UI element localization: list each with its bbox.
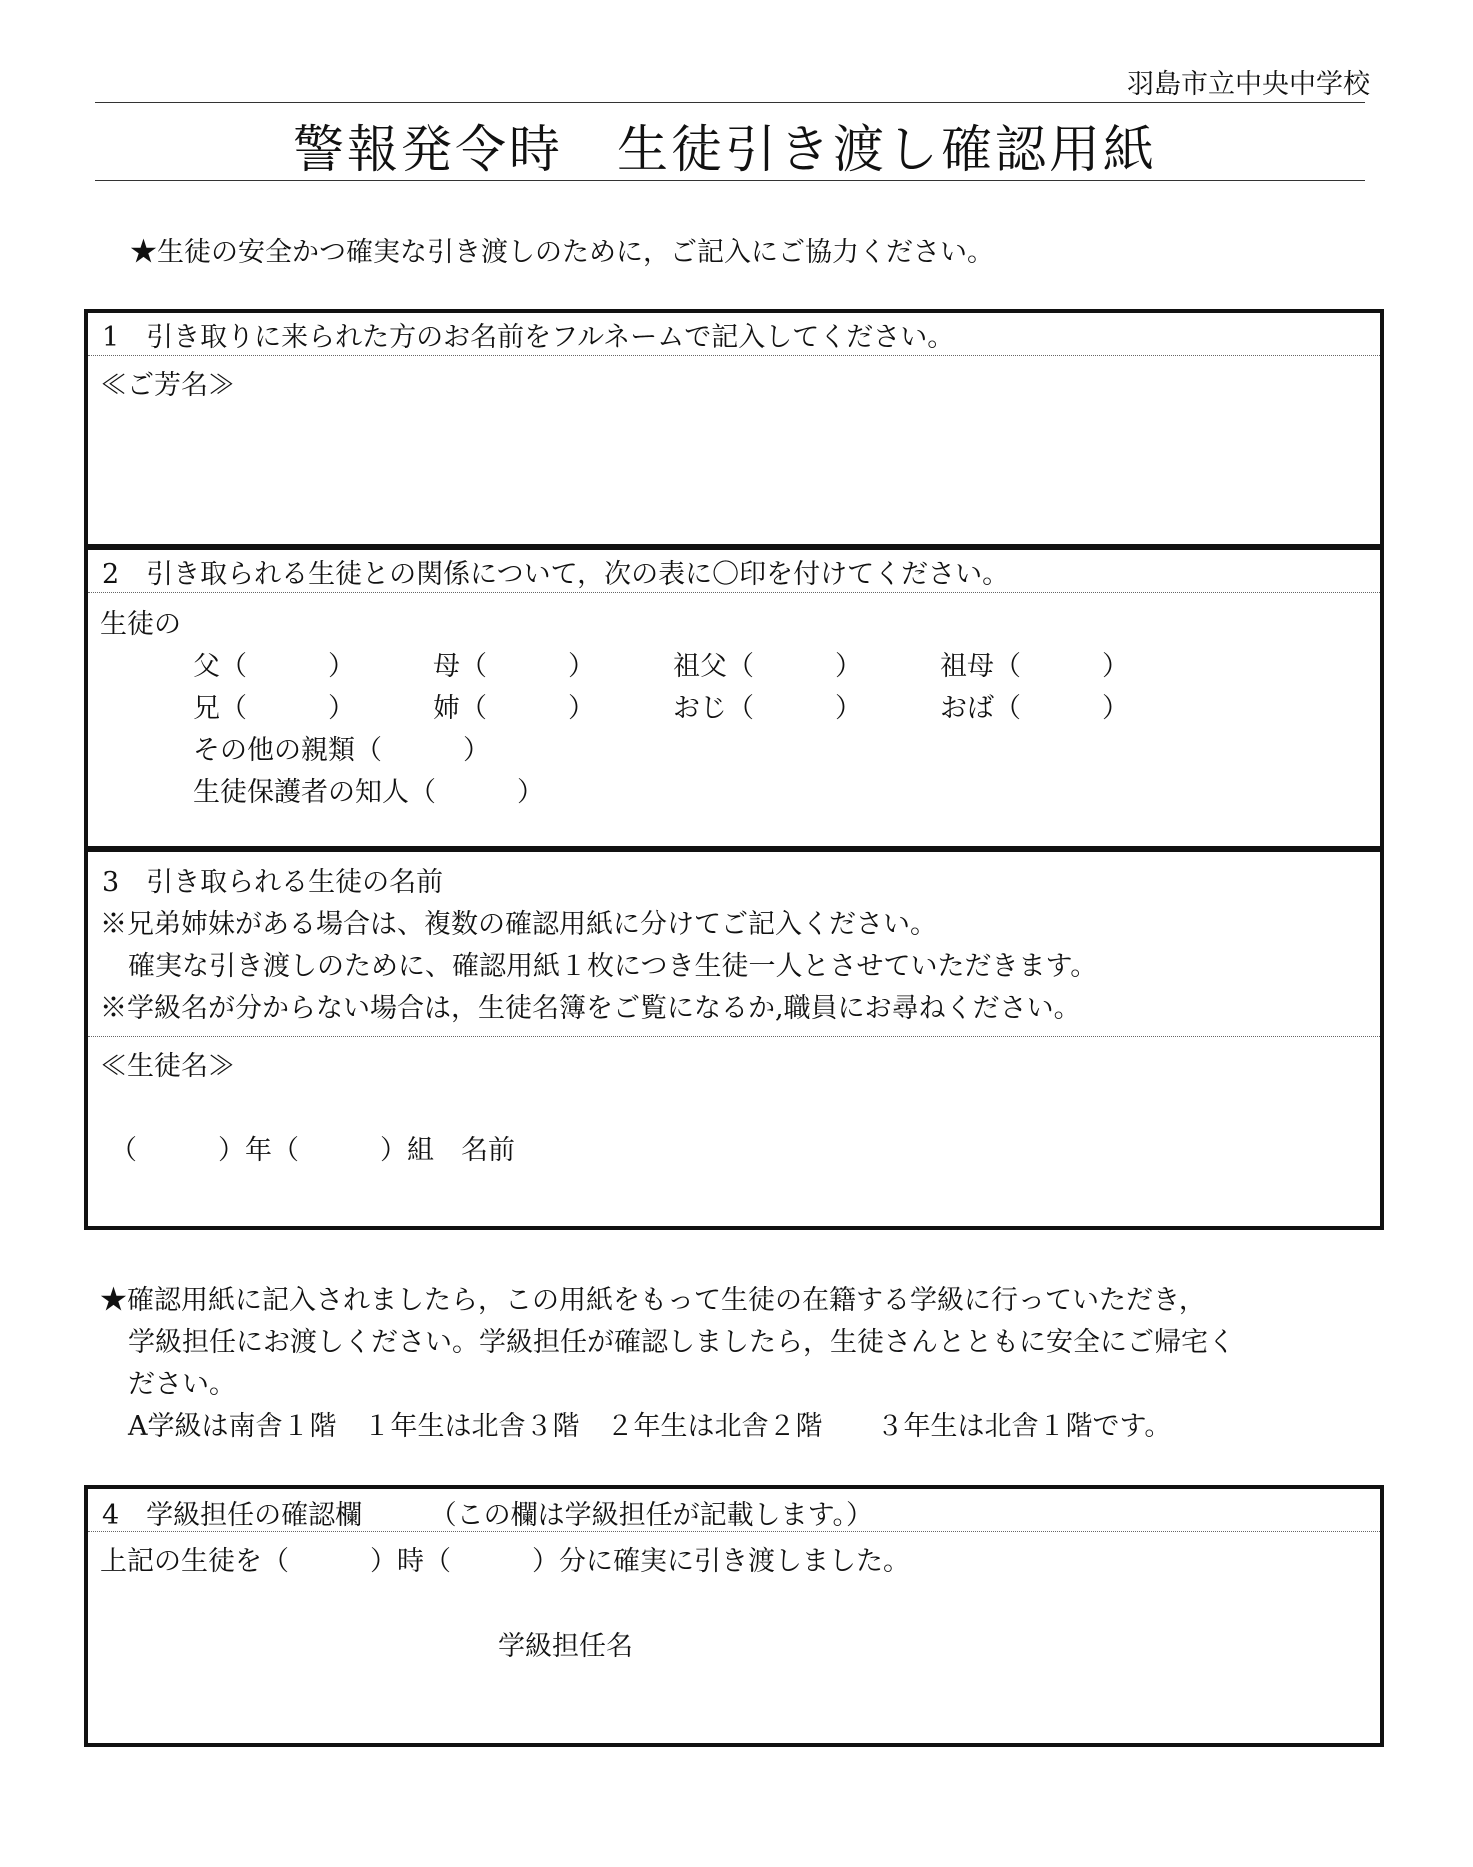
handover-statement[interactable]: 上記の生徒を（ ）時（ ）分に確実に引き渡しました。	[100, 1546, 910, 1577]
section1-header	[88, 313, 1380, 356]
header-rule-top	[95, 102, 1365, 103]
relation-grandmother[interactable]: 祖母（ ）	[940, 651, 1129, 682]
relation-mother[interactable]: 母（ ）	[433, 651, 595, 682]
section3-note-class-unknown: ※学級名が分からない場合は，生徒名簿をご覧になるか,職員にお尋ねください。	[100, 993, 1081, 1024]
section3-note-one-per-sheet: 確実な引き渡しのために、確認用紙１枚につき生徒一人とさせていただきます。	[128, 951, 1098, 982]
student-name-line[interactable]: （ ）年（ ）組 名前	[110, 1135, 515, 1166]
intro-text: ★生徒の安全かつ確実な引き渡しのために，ご記入にご協力ください。	[130, 237, 994, 268]
section4-header	[88, 1489, 1380, 1532]
student-name-label: ≪生徒名≫	[100, 1051, 235, 1082]
section4-box	[84, 1485, 1384, 1747]
section1-box	[84, 309, 1384, 548]
relation-older-brother[interactable]: 兄（ ）	[193, 693, 355, 724]
relation-other-relative[interactable]: その他の親類（ ）	[193, 735, 490, 766]
relation-acquaintance[interactable]: 生徒保護者の知人（ ）	[193, 777, 544, 808]
school-name: 羽島市立中央中学校	[1127, 69, 1370, 100]
relation-father[interactable]: 父（ ）	[193, 651, 355, 682]
section3-heading: 3 引き取られる生徒の名前	[102, 867, 444, 898]
guest-name-field[interactable]	[258, 403, 1360, 533]
instructions-line4-floors: A学級は南舎１階 １年生は北舎３階 ２年生は北舎２階 ３年生は北舎１階です。	[128, 1411, 1172, 1442]
relation-aunt[interactable]: おば（ ）	[940, 693, 1129, 724]
section2-header	[88, 550, 1380, 593]
relation-older-sister[interactable]: 姉（ ）	[433, 693, 595, 724]
relation-lead: 生徒の	[100, 609, 181, 640]
relation-grandfather[interactable]: 祖父（ ）	[673, 651, 862, 682]
section4-heading: 4 学級担任の確認欄 （この欄は学級担任が記載します。）	[102, 1500, 874, 1531]
instructions-line1: ★確認用紙に記入されましたら，この用紙をもって生徒の在籍する学級に行っていただき，	[100, 1285, 1206, 1316]
guest-name-label: ≪ご芳名≫	[100, 370, 235, 401]
section2-box	[84, 546, 1384, 850]
section3-header	[88, 852, 1380, 1037]
instructions-line3: ださい。	[128, 1369, 236, 1400]
section2-heading: 2 引き取られる生徒との関係について，次の表に〇印を付けてください。	[102, 559, 1010, 590]
teacher-name-label: 学級担任名	[498, 1631, 633, 1662]
section3-note-siblings: ※兄弟姉妹がある場合は、複数の確認用紙に分けてご記入ください。	[100, 909, 937, 940]
section1-heading: 1 引き取りに来られた方のお名前をフルネームで記入してください。	[102, 322, 955, 353]
teacher-name-field[interactable]	[648, 1619, 1340, 1665]
page-title: 警報発令時 生徒引き渡し確認用紙	[292, 121, 1157, 180]
section3-box	[84, 848, 1384, 1230]
instructions-line2: 学級担任にお渡しください。学級担任が確認しましたら，生徒さんとともに安全にご帰宅く	[128, 1327, 1235, 1358]
header-rule-bottom	[95, 180, 1365, 181]
relation-uncle[interactable]: おじ（ ）	[673, 693, 862, 724]
